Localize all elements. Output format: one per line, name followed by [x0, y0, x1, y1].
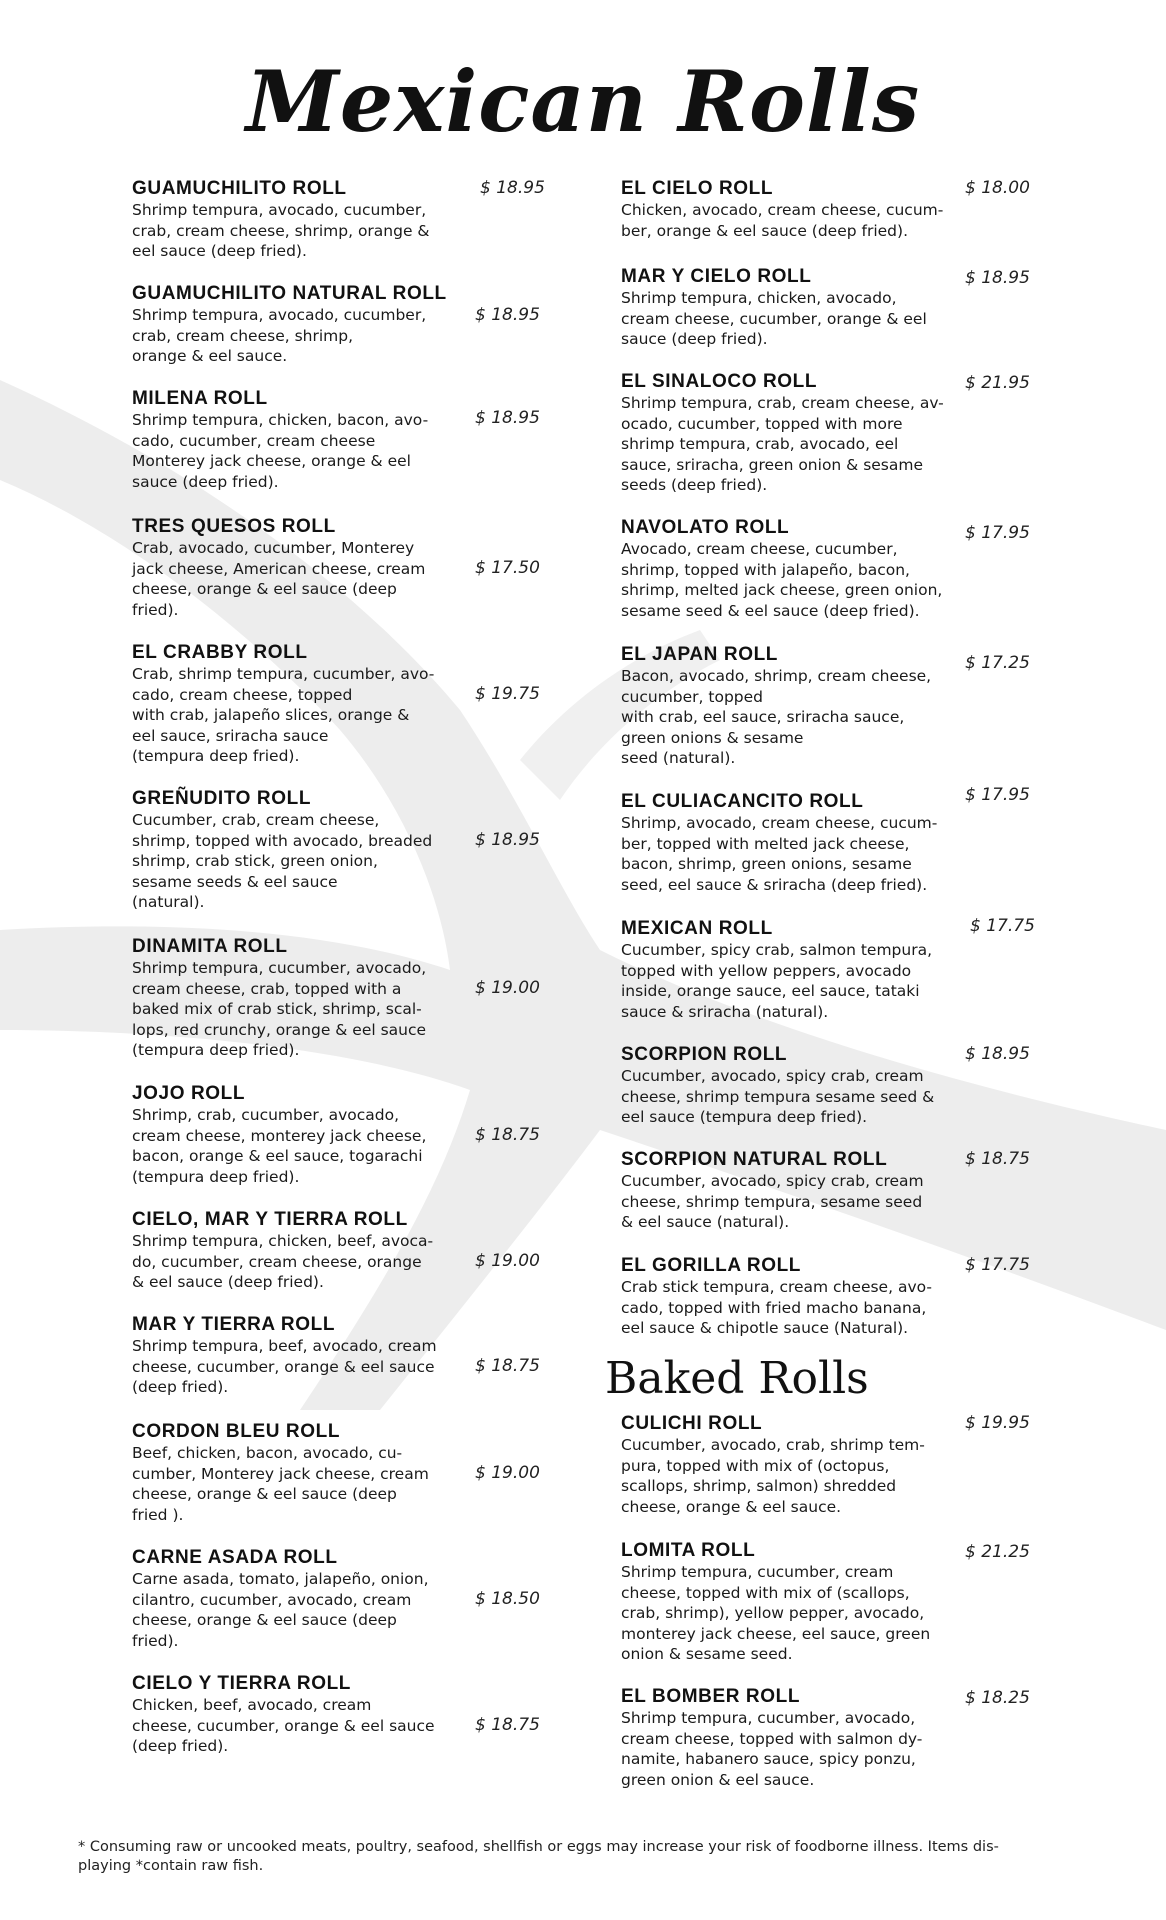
item-price: $ 19.00 — [475, 1463, 540, 1483]
item-name: DINAMITA ROLL — [132, 936, 288, 957]
left-menu-column — [132, 178, 550, 1773]
item-description: Carne asada, tomato, jalapeño, onion, cilantro, cucumber, avocado, cream cheese, orange & eel sauce (deep fried). — [132, 1570, 429, 1650]
item-description: Shrimp tempura, chicken, bacon, avo- cado, cucumber, cream cheese Monterey jack cheese, orange & eel sauce (deep fried). — [132, 411, 429, 491]
item-price: $ 21.25 — [965, 1542, 1030, 1562]
item-price: $ 19.00 — [475, 978, 540, 998]
menu-item — [132, 642, 550, 788]
item-price: $ 17.50 — [475, 558, 540, 578]
menu-item — [621, 517, 1041, 644]
item-price: $ 19.00 — [475, 1251, 540, 1271]
item-description: Shrimp tempura, avocado, cucumber, crab, cream cheese, shrimp, orange & eel sauce (deep fried). — [132, 201, 430, 260]
menu-item — [132, 516, 550, 642]
menu-item — [132, 1673, 550, 1773]
item-name: EL CULIACANCITO ROLL — [621, 791, 864, 812]
item-price: $ 18.95 — [480, 178, 545, 198]
item-name: EL CIELO ROLL — [621, 178, 774, 199]
menu-item — [621, 785, 1041, 918]
item-description: Shrimp tempura, cucumber, cream cheese, topped with mix of (scallops, crab, shrimp), yellow pepper, avocado, monterey jack cheese, eel sauce, green onion & sesame seed. — [621, 1563, 931, 1663]
item-price: $ 18.95 — [965, 1044, 1030, 1064]
menu-item — [132, 788, 550, 936]
item-description: Cucumber, avocado, spicy crab, cream cheese, shrimp tempura sesame seed & eel sauce (tempura deep fried). — [621, 1067, 935, 1126]
item-price: $ 19.75 — [475, 684, 540, 704]
item-description: Cucumber, avocado, crab, shrimp tem- pura, topped with mix of (octopus, scallops, shrimp, salmon) shredded cheese, orange & eel sauce. — [621, 1436, 925, 1516]
menu-item — [132, 388, 550, 516]
section-title-baked-rolls: Baked Rolls — [605, 1353, 869, 1404]
item-name: LOMITA ROLL — [621, 1540, 756, 1561]
item-price: $ 18.95 — [475, 830, 540, 850]
page-title: Mexican Rolls — [245, 52, 921, 151]
item-price: $ 18.00 — [965, 178, 1030, 198]
footnote-disclaimer: * Consuming raw or uncooked meats, poultry, seafood, shellfish or eggs may increase your risk of foodborne illness. Items dis- playing *contain raw fish. — [78, 1839, 999, 1874]
item-price: $ 17.95 — [965, 523, 1030, 543]
item-price: $ 17.75 — [965, 1255, 1030, 1275]
item-name: SCORPION ROLL — [621, 1044, 788, 1065]
item-price: $ 17.75 — [970, 916, 1035, 936]
item-price: $ 18.75 — [965, 1149, 1030, 1169]
item-name: JOJO ROLL — [132, 1083, 246, 1104]
item-description: Beef, chicken, bacon, avocado, cu- cumber, Monterey jack cheese, cream cheese, orange & eel sauce (deep fried ). — [132, 1444, 429, 1524]
item-description: Cucumber, spicy crab, salmon tempura, topped with yellow peppers, avocado inside, orange sauce, eel sauce, tataki sauce & sriracha (natural). — [621, 941, 933, 1021]
menu-item — [132, 283, 550, 388]
item-name: EL JAPAN ROLL — [621, 644, 778, 665]
menu-item — [132, 1314, 550, 1421]
item-description: Avocado, cream cheese, cucumber, shrimp, topped with jalapeño, bacon, shrimp, melted jack cheese, green onion, sesame seed & eel sauce (deep fried). — [621, 540, 943, 620]
item-name: EL CRABBY ROLL — [132, 642, 308, 663]
menu-item — [132, 1209, 550, 1314]
item-name: CORDON BLEU ROLL — [132, 1421, 341, 1442]
menu-item — [621, 1255, 1041, 1353]
menu-item — [621, 1540, 1041, 1686]
item-price: $ 18.95 — [965, 268, 1030, 288]
item-price: $ 18.95 — [475, 305, 540, 325]
right-menu-column — [605, 178, 1041, 1796]
item-price: $ 18.75 — [475, 1356, 540, 1376]
menu-item — [621, 1413, 1041, 1540]
item-price: $ 17.95 — [965, 785, 1030, 805]
menu-item — [132, 178, 550, 283]
item-description: Shrimp, crab, cucumber, avocado, cream cheese, monterey jack cheese, bacon, orange & eel sauce, togarachi (tempura deep fried). — [132, 1106, 427, 1186]
item-name: CARNE ASADA ROLL — [132, 1547, 338, 1568]
item-name: NAVOLATO ROLL — [621, 517, 790, 538]
menu-item — [621, 1044, 1041, 1149]
item-description: Crab, shrimp tempura, cucumber, avo- cado, cream cheese, topped with crab, jalapeño slices, orange & eel sauce, sriracha sauce (tempura deep fried). — [132, 665, 435, 765]
item-name: CIELO, MAR Y TIERRA ROLL — [132, 1209, 408, 1230]
item-name: MAR Y CIELO ROLL — [621, 266, 812, 287]
item-name: MILENA ROLL — [132, 388, 268, 409]
menu-item — [132, 1421, 550, 1547]
item-description: Bacon, avocado, shrimp, cream cheese, cucumber, topped with crab, eel sauce, sriracha sauce, green onions & sesame seed (natural). — [621, 667, 932, 767]
item-price: $ 18.25 — [965, 1688, 1030, 1708]
item-description: Shrimp tempura, crab, cream cheese, av- ocado, cucumber, topped with more shrimp tempura, crab, avocado, eel sauce, sriracha, green onion & sesame seeds (deep fried). — [621, 394, 944, 494]
item-description: Chicken, avocado, cream cheese, cucum- ber, orange & eel sauce (deep fried). — [621, 201, 944, 240]
item-price: $ 21.95 — [965, 373, 1030, 393]
item-name: MEXICAN ROLL — [621, 918, 773, 939]
menu-item — [621, 1686, 1041, 1796]
item-description: Shrimp tempura, cucumber, avocado, cream cheese, crab, topped with a baked mix of crab stick, shrimp, scal- lops, red crunchy, orange & eel sauce (tempura deep fried). — [132, 959, 427, 1059]
item-description: Shrimp tempura, cucumber, avocado, cream cheese, topped with salmon dy- namite, habanero sauce, spicy ponzu, green onion & eel sauce. — [621, 1709, 923, 1789]
item-name: GUAMUCHILITO ROLL — [132, 178, 347, 199]
item-price: $ 18.75 — [475, 1125, 540, 1145]
item-description: Shrimp tempura, chicken, beef, avoca- do, cucumber, cream cheese, orange & eel sauce (deep fried). — [132, 1232, 434, 1291]
menu-item — [621, 644, 1041, 791]
item-description: Shrimp, avocado, cream cheese, cucum- ber, topped with melted jack cheese, bacon, shrimp, green onions, sesame seed, eel sauce & sriracha (deep fried). — [621, 814, 938, 894]
item-name: GREÑUDITO ROLL — [132, 788, 312, 809]
item-description: Chicken, beef, avocado, cream cheese, cucumber, orange & eel sauce (deep fried). — [132, 1696, 435, 1755]
item-price: $ 18.50 — [475, 1589, 540, 1609]
menu-item — [621, 1149, 1041, 1255]
menu-item — [621, 266, 1041, 371]
menu-item — [621, 178, 1041, 266]
item-name: SCORPION NATURAL ROLL — [621, 1149, 888, 1170]
item-description: Shrimp tempura, avocado, cucumber, crab, cream cheese, shrimp, orange & eel sauce. — [132, 306, 427, 365]
menu-item — [621, 371, 1041, 517]
item-name: CULICHI ROLL — [621, 1413, 763, 1434]
item-name: EL GORILLA ROLL — [621, 1255, 801, 1276]
item-description: Cucumber, avocado, spicy crab, cream cheese, shrimp tempura, sesame seed & eel sauce (natural). — [621, 1172, 924, 1231]
menu-item — [132, 936, 550, 1083]
menu-item — [132, 1083, 550, 1209]
item-price: $ 18.75 — [475, 1715, 540, 1735]
menu-item — [132, 1547, 550, 1673]
item-description: Crab stick tempura, cream cheese, avo- cado, topped with fried macho banana, eel sauce & chipotle sauce (Natural). — [621, 1278, 932, 1337]
menu-item — [621, 918, 1041, 1044]
item-price: $ 17.25 — [965, 653, 1030, 673]
item-price: $ 19.95 — [965, 1413, 1030, 1433]
item-description: Shrimp tempura, beef, avocado, cream cheese, cucumber, orange & eel sauce (deep fried). — [132, 1337, 437, 1396]
item-name: EL BOMBER ROLL — [621, 1686, 801, 1707]
item-description: Shrimp tempura, chicken, avocado, cream cheese, cucumber, orange & eel sauce (deep fried). — [621, 289, 927, 348]
item-name: MAR Y TIERRA ROLL — [132, 1314, 336, 1335]
item-description: Cucumber, crab, cream cheese, shrimp, topped with avocado, breaded shrimp, crab stick, green onion, sesame seeds & eel sauce (natural). — [132, 811, 433, 911]
item-name: GUAMUCHILITO NATURAL ROLL — [132, 283, 447, 304]
item-description: Crab, avocado, cucumber, Monterey jack cheese, American cheese, cream cheese, orange & eel sauce (deep fried). — [132, 539, 426, 619]
item-name: EL SINALOCO ROLL — [621, 371, 818, 392]
item-price: $ 18.95 — [475, 408, 540, 428]
item-name: TRES QUESOS ROLL — [132, 516, 336, 537]
item-name: CIELO Y TIERRA ROLL — [132, 1673, 352, 1694]
